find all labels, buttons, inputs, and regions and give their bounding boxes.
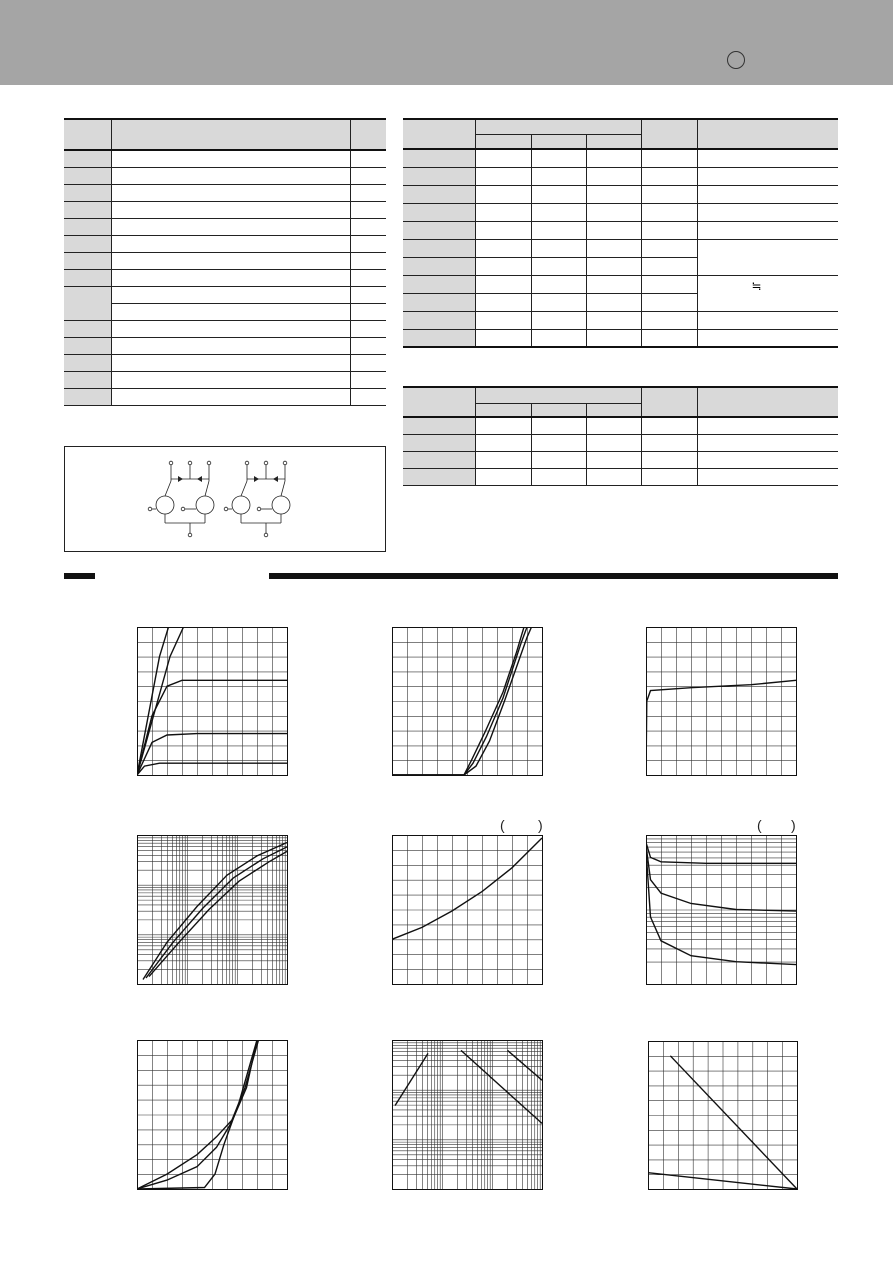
graph-6 [646, 835, 797, 985]
graph-5 [392, 835, 543, 985]
circuit-diagram [64, 446, 386, 552]
series-line-5 [137, 763, 287, 775]
characteristics-table [403, 118, 838, 348]
graph-2 [392, 627, 543, 776]
series-line-1 [670, 1056, 797, 1189]
header-band [0, 0, 893, 85]
circuit-schematic [65, 447, 385, 551]
plot-frame [393, 1041, 543, 1190]
series-line-1 [392, 838, 542, 939]
series-line-2 [648, 1173, 797, 1189]
series-line-2 [461, 1050, 542, 1123]
ratings-table [64, 118, 386, 406]
series-line-1 [646, 843, 796, 864]
graph-5-paren-right: ) [538, 817, 543, 833]
series-line-1 [392, 627, 532, 775]
graph-9 [648, 1041, 798, 1190]
graph-6-paren-right: ) [791, 817, 796, 833]
series-line-3 [508, 1050, 543, 1080]
graph-6-paren-left: ( [757, 817, 762, 833]
graph-8 [392, 1040, 543, 1190]
series-line-2 [646, 845, 796, 911]
graph-5-paren-left: ( [500, 817, 505, 833]
circle-mark-icon [727, 51, 745, 69]
approx-symbol: ≒ [751, 278, 762, 293]
graph-7 [137, 1040, 288, 1190]
graph-3 [646, 627, 797, 776]
thermal-table [403, 386, 838, 486]
graph-4 [137, 835, 288, 985]
series-line-4 [137, 734, 287, 775]
section-bar-left [64, 573, 95, 579]
graph-1 [137, 627, 288, 776]
section-bar-right [269, 573, 838, 579]
series-line-2 [392, 627, 527, 775]
series-line-2 [146, 847, 287, 978]
